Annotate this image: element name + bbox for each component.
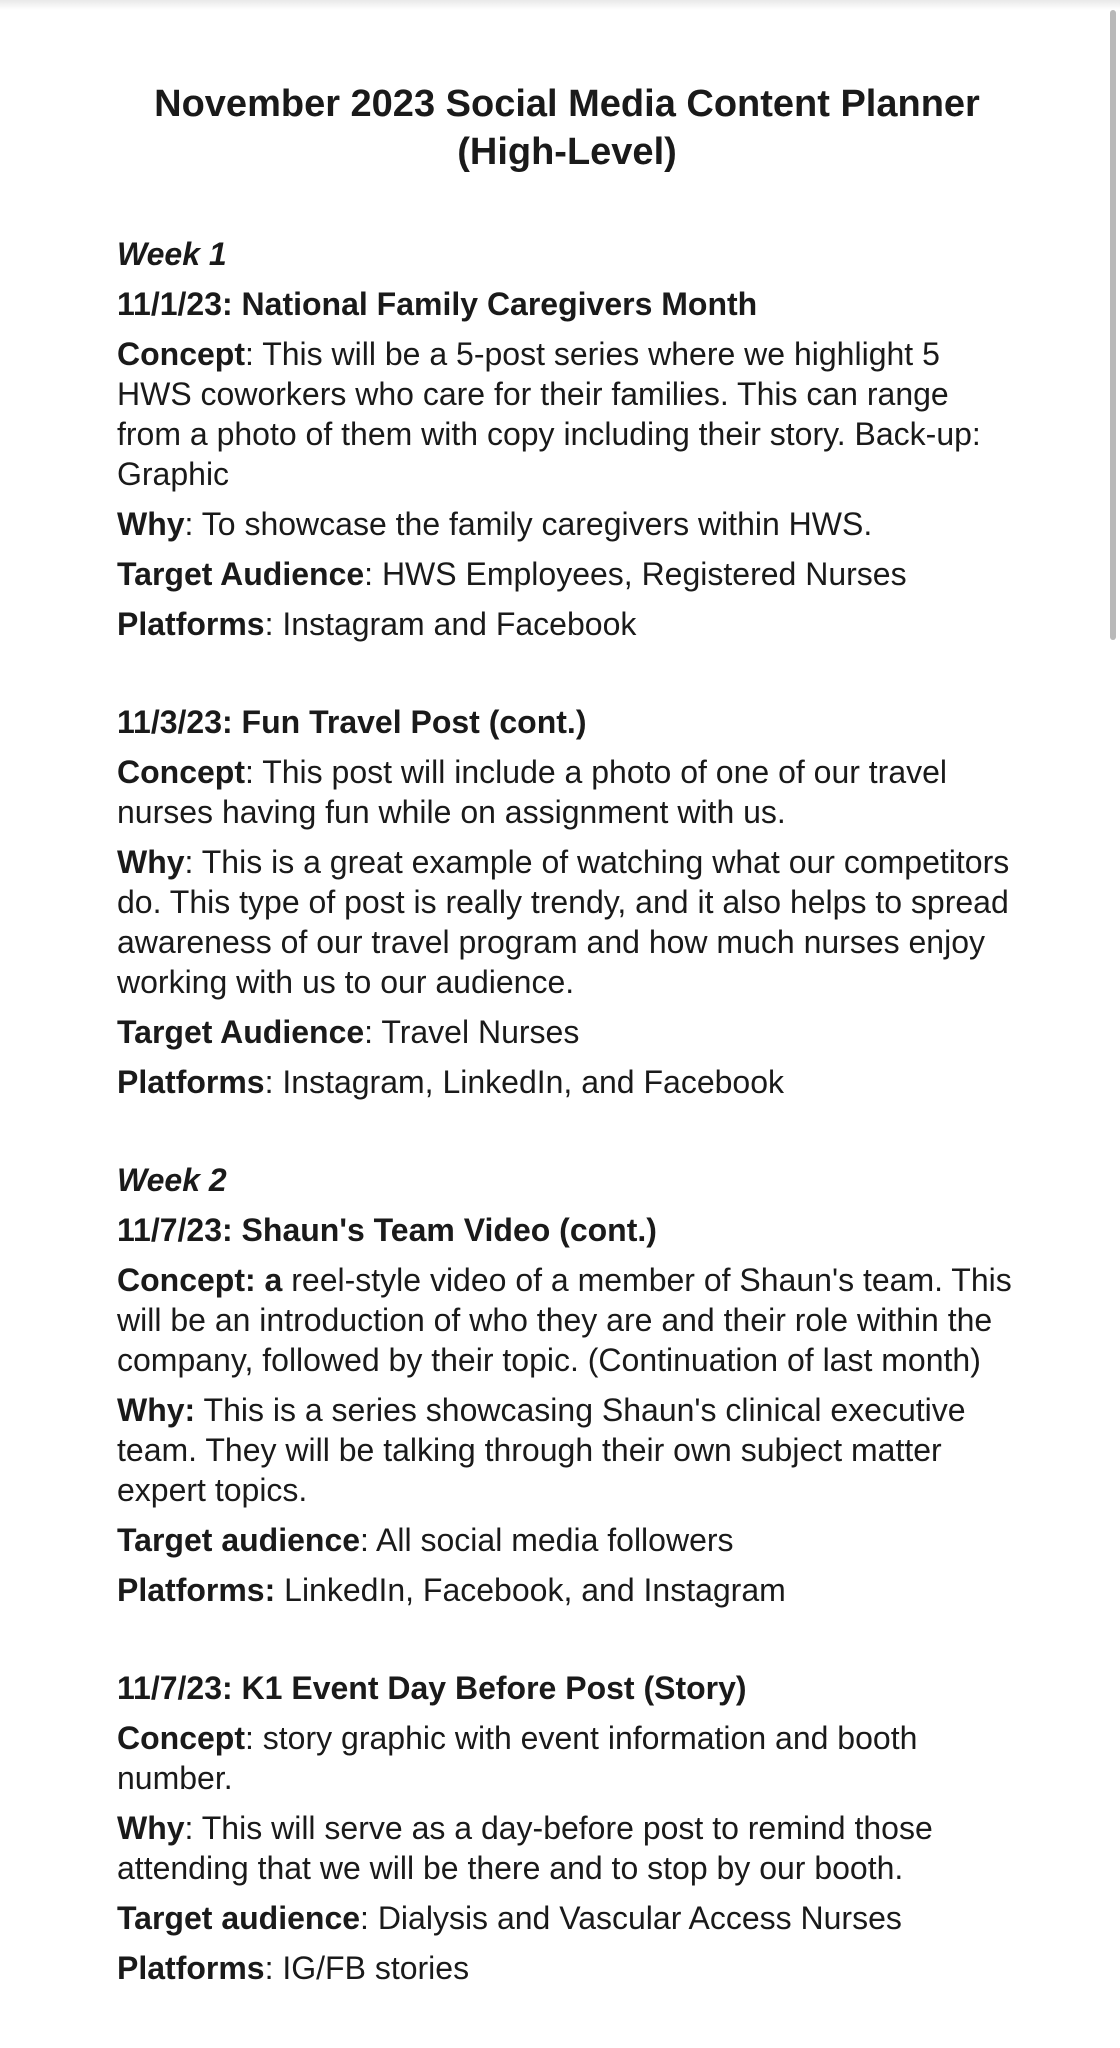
scrollbar-thumb[interactable] [1110, 10, 1116, 640]
concept-field [117, 1718, 1017, 1798]
field-text: This post will include a photo of one of our travel nurses having fun while on assignment with us. [117, 754, 948, 830]
field-text: IG/FB stories [282, 1950, 470, 1986]
field-separator [275, 1572, 284, 1608]
field-text: This is a series showcasing Shaun's clinical executive team. They will be talking through their own subject matter expert topics. [117, 1392, 966, 1508]
platforms-field [117, 1570, 1017, 1610]
field-separator: : [264, 1064, 283, 1100]
field-text: Instagram and Facebook [282, 606, 637, 642]
concept-field [117, 752, 1017, 832]
field-label: Platforms [117, 1950, 265, 1986]
field-text: Travel Nurses [381, 1014, 580, 1050]
field-label: Platforms: [117, 1572, 276, 1608]
field-separator: : [184, 844, 202, 880]
field-separator: : [364, 1014, 382, 1050]
entry-shauns-team-video [117, 1210, 1017, 1610]
field-label: Target Audience [117, 1014, 365, 1050]
field-label: Target audience [117, 1522, 361, 1558]
field-label: Target audience [117, 1900, 361, 1936]
field-label: Platforms [117, 1064, 265, 1100]
field-text: All social media followers [376, 1522, 734, 1558]
entry-heading: 11/7/23: K1 Event Day Before Post (Story) [117, 1670, 747, 1706]
field-text: This will be a 5-post series where we highlight 5 HWS coworkers who care for their families. This can range from a photo of them with copy including their story. Back-up: Graphic [117, 336, 981, 492]
field-separator: : [245, 336, 263, 372]
field-separator [195, 1392, 203, 1428]
field-separator: : [245, 1720, 263, 1756]
platforms-field [117, 1062, 1017, 1102]
field-text: Dialysis and Vascular Access Nurses [377, 1900, 902, 1936]
page-title-line-2: (High-Level) [457, 131, 677, 173]
platforms-field [117, 1948, 1017, 1988]
field-text: This is a great example of watching what our competitors do. This type of post is really trendy, and it also helps to spread awareness of our travel program and how much nurses enjoy working with us to our audience. [117, 844, 1010, 1000]
entry-fun-travel-post [117, 702, 1017, 1102]
field-label: Platforms [117, 606, 265, 642]
field-separator: : [360, 1900, 378, 1936]
field-separator: : [245, 754, 263, 790]
concept-field [117, 334, 1017, 494]
why-field [117, 842, 1017, 1002]
field-text: LinkedIn, Facebook, and Instagram [284, 1572, 786, 1608]
page-title-line-1: November 2023 Social Media Content Planner [154, 83, 980, 125]
field-label: Why [117, 1810, 185, 1846]
field-separator [282, 1262, 291, 1298]
why-field [117, 1390, 1017, 1510]
field-separator: : [184, 506, 202, 542]
page-title [117, 80, 1017, 176]
field-label: Target Audience [117, 556, 365, 592]
concept-field [117, 1260, 1017, 1380]
field-separator: : [184, 1810, 202, 1846]
field-text: story graphic with event information and booth number. [117, 1720, 918, 1796]
field-text: This will serve as a day-before post to remind those attending that we will be there and to stop by our booth. [117, 1810, 933, 1886]
field-label: Concept [117, 1720, 245, 1756]
target-audience-field [117, 554, 1017, 594]
entry-heading: 11/1/23: National Family Caregivers Month [117, 286, 758, 322]
field-text: HWS Employees, Registered Nurses [381, 556, 907, 592]
field-label: Why [117, 506, 185, 542]
target-audience-field [117, 1898, 1017, 1938]
field-separator: : [364, 556, 382, 592]
why-field [117, 504, 1017, 544]
target-audience-field [117, 1012, 1017, 1052]
entry-k1-event-day-before [117, 1668, 1017, 1988]
entry-family-caregivers [117, 284, 1017, 644]
field-separator: : [264, 606, 283, 642]
field-label: Concept [117, 336, 245, 372]
field-label: Concept [117, 754, 245, 790]
top-edge-shadow [0, 0, 1120, 10]
document-body [117, 80, 1017, 2046]
week-2-heading: Week 2 [117, 1162, 227, 1198]
entry-heading: 11/7/23: Shaun's Team Video (cont.) [117, 1212, 657, 1248]
field-separator: : [264, 1950, 283, 1986]
week-1-heading: Week 1 [117, 236, 227, 272]
field-text: reel-style video of a member of Shaun's team. This will be an introduction of who they are and their role within the company, followed by their topic. (Continuation of last month) [117, 1262, 1012, 1378]
field-separator: : [360, 1522, 377, 1558]
field-text: Instagram, LinkedIn, and Facebook [282, 1064, 785, 1100]
entry-heading: 11/3/23: Fun Travel Post (cont.) [117, 704, 587, 740]
why-field [117, 1808, 1017, 1888]
target-audience-field [117, 1520, 1017, 1560]
field-label: Why [117, 844, 185, 880]
field-text: To showcase the family caregivers within HWS. [201, 506, 873, 542]
platforms-field [117, 604, 1017, 644]
field-label: Why: [117, 1392, 196, 1428]
field-label: Concept: a [117, 1262, 283, 1298]
